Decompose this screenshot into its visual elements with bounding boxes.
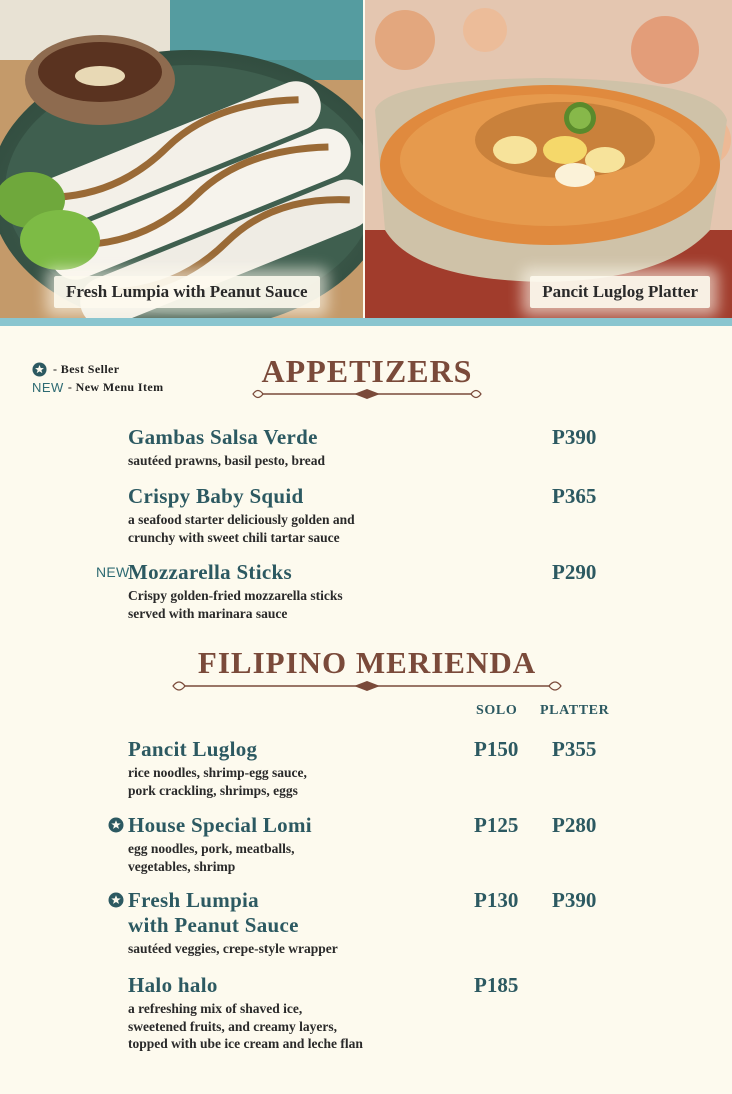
legend-best-seller [32,360,164,378]
new-tag-icon: NEW [32,379,64,395]
menu-item-mozzarella [128,560,343,622]
price-solo-pancit-luglog: P150 [474,737,519,761]
price-mozzarella: P290 [552,560,597,584]
item-description-line: a seafood starter deliciously golden and [128,512,355,527]
item-name: Halo halo [128,973,218,997]
best-seller-star-icon [32,362,47,377]
menu-item-gambas [128,425,325,470]
item-description-line: topped with ube ice cream and leche flan [128,1036,363,1051]
item-description [128,940,338,958]
accent-bar [0,318,732,326]
item-description [128,840,312,875]
menu-item-house-special-lomi [128,813,312,875]
item-description-line: sweetened fruits, and creamy layers, [128,1018,337,1034]
item-name: Mozzarella Sticks [128,560,292,584]
item-description [128,764,307,799]
best-seller-star-icon [108,892,124,908]
caption-fresh-lumpia: Fresh Lumpia with Peanut Sauce [54,276,320,308]
column-header-platter: PLATTER [540,703,610,718]
photo-pancit-luglog [365,0,732,318]
item-name-line: Fresh Lumpia [128,888,259,912]
merienda-divider-ornament [170,678,564,694]
menu-item-halo-halo [128,973,363,1053]
price-crispy-squid: P365 [552,484,597,508]
item-name: Crispy Baby Squid [128,484,304,508]
item-description [128,1000,363,1053]
appetizers-divider-ornament [250,386,484,402]
new-badge-icon: NEW [96,564,130,580]
menu-item-crispy-squid [128,484,355,546]
legend-new-item [32,378,164,396]
item-name-line: with Peanut Sauce [128,913,299,937]
item-description-line: crunchy with sweet chili tartar sauce [128,529,340,545]
item-description [128,587,343,622]
price-gambas: P390 [552,425,597,449]
price-solo-halo-halo: P185 [474,973,519,997]
appetizers-title: APPETIZERS [261,353,473,389]
legend-best-seller-label: - Best Seller [53,361,120,376]
item-description-line: sautéed veggies, crepe-style wrapper [128,941,338,956]
photo-fresh-lumpia [0,0,363,318]
price-platter-lomi: P280 [552,813,597,837]
legend-new-item-label: - New Menu Item [67,379,164,394]
price-platter-pancit-luglog: P355 [552,737,597,761]
item-description [128,511,355,546]
item-description-line: pork crackling, shrimps, eggs [128,782,298,798]
item-description-line: Crispy golden-fried mozzarella sticks [128,588,343,603]
pancit-luglog-image [365,0,732,318]
column-header-solo: SOLO [476,703,518,718]
caption-pancit-luglog: Pancit Luglog Platter [530,276,710,308]
menu-item-pancit-luglog [128,737,307,799]
item-description [128,452,325,470]
item-name: Gambas Salsa Verde [128,425,318,449]
item-name: House Special Lomi [128,813,312,837]
price-solo-fresh-lumpia: P130 [474,888,519,912]
item-description-line: a refreshing mix of shaved ice, [128,1001,303,1016]
photo-strip [0,0,732,318]
legend [32,360,164,396]
merienda-title: FILIPINO MERIENDA [197,645,537,680]
price-platter-fresh-lumpia: P390 [552,888,597,912]
item-description-line: vegetables, shrimp [128,858,236,874]
menu-item-fresh-lumpia [128,888,338,958]
item-name: Pancit Luglog [128,737,258,761]
price-solo-lomi: P125 [474,813,519,837]
fresh-lumpia-image [0,0,363,318]
best-seller-star-icon [108,817,124,833]
item-description-line: rice noodles, shrimp-egg sauce, [128,765,307,780]
item-description-line: sautéed prawns, basil pesto, bread [128,453,326,468]
item-description-line: egg noodles, pork, meatballs, [128,841,295,856]
item-description-line: served with marinara sauce [128,605,288,621]
